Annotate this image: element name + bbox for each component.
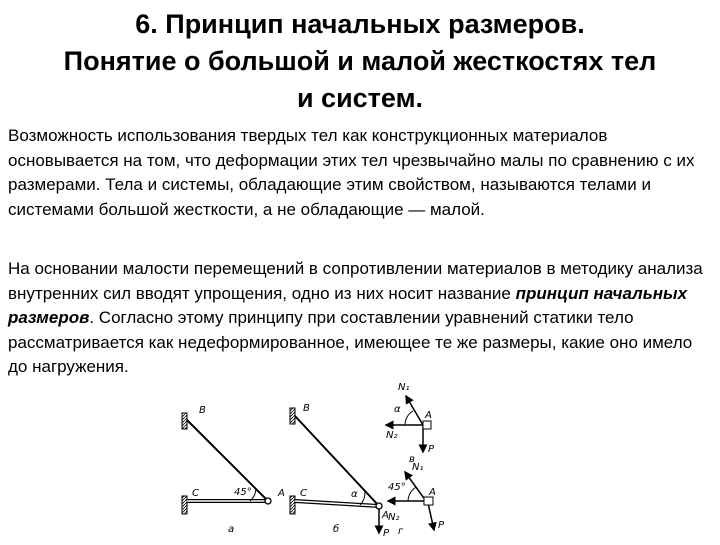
label-a1: A xyxy=(278,488,285,499)
label-c2: C xyxy=(300,488,307,499)
title-line-1: 6. Принцип начальных размеров. xyxy=(135,9,585,39)
label-n2-v: N₂ xyxy=(386,430,398,441)
label-alpha-v: α xyxy=(394,404,401,415)
label-sub-a: а xyxy=(228,524,235,535)
diagram-a xyxy=(182,405,285,535)
label-angle-g: 45° xyxy=(388,482,406,493)
label-alpha2: α xyxy=(351,489,358,500)
diagram-v xyxy=(386,382,435,465)
label-sub-b: б xyxy=(333,524,340,535)
paragraph-principle-before: На основании малости перемещений в сопротивлении материалов в методику анализа внутренних сил вводят упрощения, одно из них носит название xyxy=(8,259,703,303)
paragraph-principle xyxy=(8,257,708,380)
label-n1-v: N₁ xyxy=(398,382,410,393)
principle-term: принцип начальных размеров xyxy=(8,283,688,327)
label-c1: C xyxy=(192,488,199,499)
label-b2: B xyxy=(303,403,310,414)
title-line-3: и систем. xyxy=(296,83,424,113)
truss-diagrams xyxy=(170,378,460,540)
label-b1: B xyxy=(199,405,206,416)
title-line-2: Понятие о большой и малой жесткостях тел xyxy=(63,46,657,76)
label-p-g: P xyxy=(438,520,445,531)
truss-figure xyxy=(170,378,460,540)
label-a-g: A xyxy=(429,487,436,498)
diagram-b xyxy=(290,403,390,539)
slide-title xyxy=(0,6,720,117)
diagram-g xyxy=(388,462,445,537)
label-sub-v: в xyxy=(409,454,415,465)
paragraph-rigidity: Возможность использования твердых тел как конструкционных материалов основывается на том, что деформации этих тел чрезвычайно малы по сравнению с их размерами. Тела и системы, обладающие этим свойством, называются телами и системами большой жесткости, а не обладающие — малой. xyxy=(8,126,695,219)
label-n1-g: N₁ xyxy=(412,462,424,473)
label-sub-g: г xyxy=(398,526,404,537)
label-a-v: A xyxy=(425,410,432,421)
label-p2: P xyxy=(383,528,390,539)
label-p-v: P xyxy=(428,444,435,455)
label-a2: A xyxy=(382,510,389,521)
label-angle1: 45° xyxy=(234,487,252,498)
label-n2-g: N₂ xyxy=(388,512,400,523)
paragraph-principle-after: . Согласно этому принципу при составлении уравнений статики тело рассматривается как недеформированное, имеющее те же размеры, какие оно имело до нагружения. xyxy=(8,308,693,376)
